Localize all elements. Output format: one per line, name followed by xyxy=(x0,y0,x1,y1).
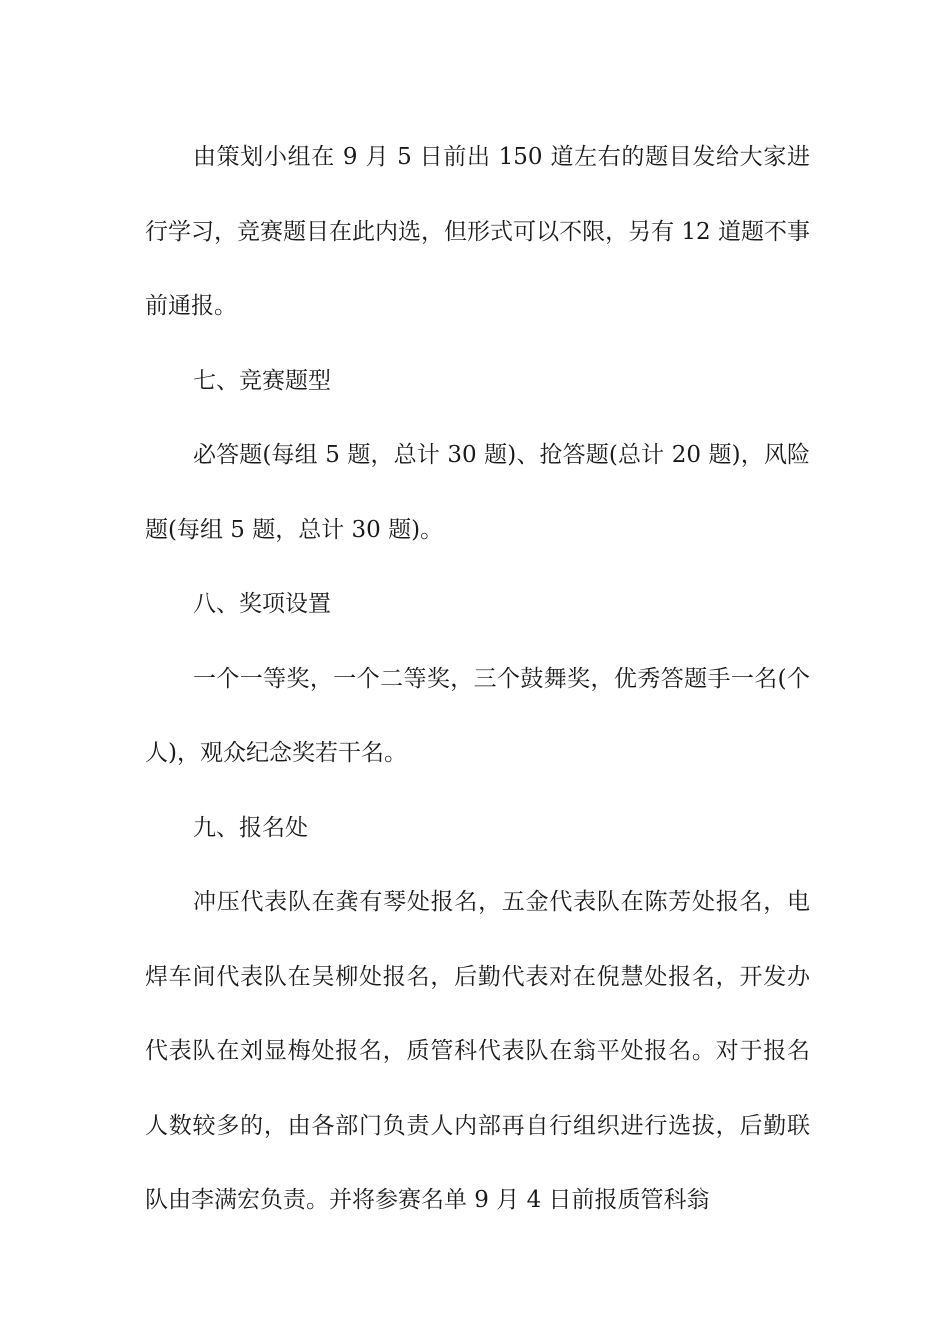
section-heading-registration: 九、报名处 xyxy=(193,814,308,841)
paragraph-question-types: 必答题(每组 5 题，总计 30 题)、抢答题(总计 20 题)，风险题(每组 5 题，总计 30 题)。 xyxy=(145,442,810,543)
document-body xyxy=(145,120,810,1238)
paragraph-question-bank: 由策划小组在 9 月 5 日前出 150 道左右的题目发给大家进行学习，竞赛题目在此内选，但形式可以不限，另有 12 道题不事前通报。 xyxy=(145,144,810,319)
section-heading-question-types: 七、竞赛题型 xyxy=(193,367,331,394)
section-heading-awards: 八、奖项设置 xyxy=(193,591,331,617)
paragraph-registration: 冲压代表队在龚有琴处报名，五金代表队在陈芳处报名，电焊车间代表队在吴柳处报名，后勤代表对在倪慧处报名，开发办代表队在刘显梅处报名，质管科代表队在翁平处报名。对于报名人数较多的，由各部门负责人内部再自行组织进行选拔，后勤联队由李满宏负责。并将参赛名单 9 月 4 日前报质管科翁 xyxy=(145,889,810,1213)
paragraph-awards: 一个一等奖，一个二等奖，三个鼓舞奖，优秀答题手一名(个人)，观众纪念奖若干名。 xyxy=(145,665,810,766)
